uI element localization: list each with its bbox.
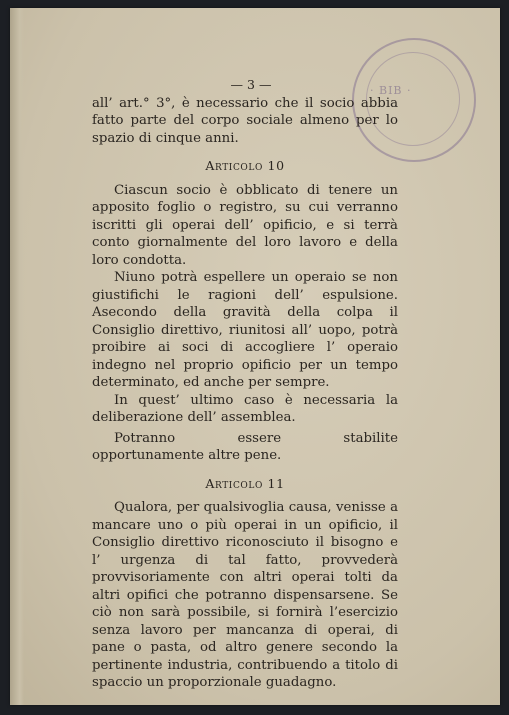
library-stamp-text: · BIB · bbox=[370, 84, 412, 97]
document-page bbox=[10, 8, 500, 705]
article-10-paragraph-2: Niuno potrà espellere un operaio se non giustifichi le ragioni dell’ espulsione. Asecondo della gravità della colpa il Consiglio direttivo, riunitosi all’ uopo, potrà proibire ai soci di accogliere l’ operaio indegno nel proprio opificio per un tempo determinato, ed anche per sempre. bbox=[92, 270, 398, 390]
paragraph-continuation: all’ art.° 3°, è necessario che il socio abbia fatto parte del corpo sociale almeno per lo spazio di cinque anni. bbox=[92, 95, 398, 146]
article-11-paragraph-1: Qualora, per qualsivoglia causa, venisse a mancare uno o più operai in un opificio, il Consiglio direttivo riconosciuto il bisogno e l’ urgenza di tal fatto, provvederà provvisoriamente con altri operai tolti da altri opifici che potranno dispensarsene. Se ciò non sarà possibile, si fornirà l’esercizio senza lavoro per mancanza di operai, di pane o pasta, od altro genere secondo la pertinente industria, contribuendo a titolo di spaccio un proporzionale guadagno. bbox=[92, 500, 398, 690]
article-11-heading: Articolo 11 bbox=[205, 475, 285, 491]
article-10-paragraph-3: In quest’ ultimo caso è necessaria la deliberazione dell’ assemblea. bbox=[92, 392, 398, 425]
page-binding-shadow bbox=[10, 8, 24, 705]
article-10-heading: Articolo 10 bbox=[205, 158, 285, 173]
article-10-paragraph-1: Ciascun socio è obblicato di tenere un apposito foglio o registro, su cui verranno iscritti gli operai dell’ opificio, e si terrà conto giornalmente del loro lavoro e della loro condotta. bbox=[92, 182, 398, 268]
page-text-block bbox=[92, 76, 398, 692]
article-10-paragraph-4: Potranno essere stabilite opportunamente altre pene. bbox=[92, 430, 398, 463]
page-number: — 3 — bbox=[230, 77, 272, 92]
